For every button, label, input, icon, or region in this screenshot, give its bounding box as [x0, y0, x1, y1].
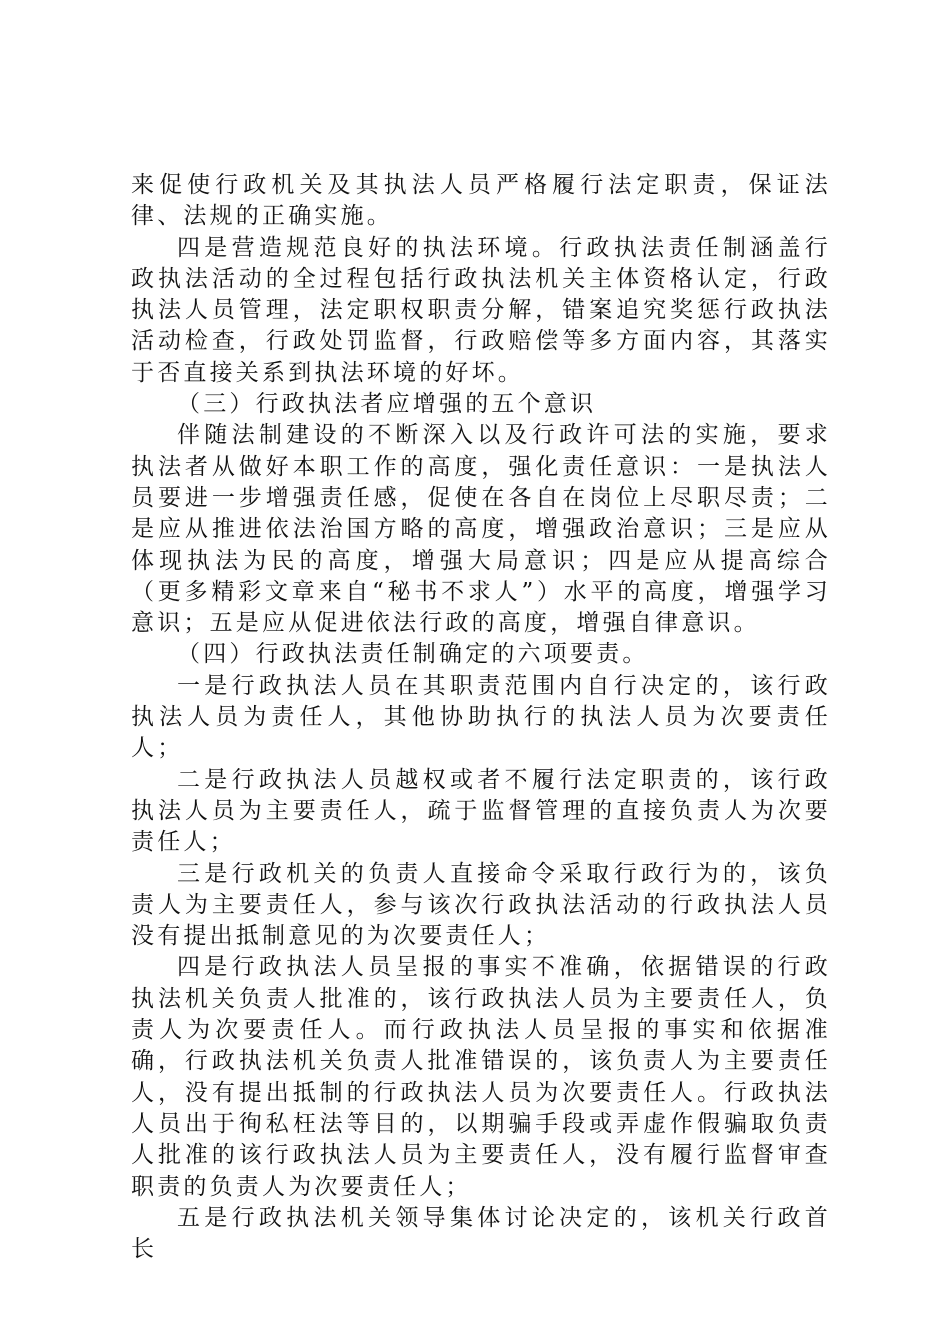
body-paragraph-duty-five: 五是行政执法机关领导集体讨论决定的，该机关行政首长 — [131, 1204, 831, 1263]
section-heading-three: （三）行政执法者应增强的五个意识 — [177, 391, 597, 418]
body-paragraph-duty-two: 二是行政执法人员越权或者不履行法定职责的，该行政执法人员为主要责任人，疏于监督管理的直接负责人为次要责任人； — [131, 766, 831, 856]
body-paragraph-environment: 四是营造规范良好的执法环境。行政执法责任制涵盖行政执法活动的全过程包括行政执法机关主体资格认定，行政执法人员管理，法定职权职责分解，错案追究奖惩行政执法活动检查，行政处罚监督，行政赔偿等多方面内容，其落实于否直接关系到执法环境的好坏。 — [131, 234, 831, 386]
continuation-paragraph: 来促使行政机关及其执法人员严格履行法定职责，保证法律、法规的正确实施。 — [131, 172, 831, 230]
body-paragraph-duty-four: 四是行政执法人员呈报的事实不准确，依据错误的行政执法机关负责人批准的，该行政执法人员为主要责任人，负责人为次要责任人。而行政执法人员呈报的事实和依据准确，行政执法机关负责人批准错误的，该负责人为主要责任人，没有提出抵制的行政执法人员为次要责任人。行政执法人员出于徇私枉法等目的，以期骗手段或弄虚作假骗取负责人批准的该行政执法人员为主要责任人，没有履行监督审查职责的负责人为次要责任人； — [131, 954, 831, 1200]
body-paragraph-five-awareness: 伴随法制建设的不断深入以及行政许可法的实施，要求执法者从做好本职工作的高度，强化责任意识：一是执法人员要进一步增强责任感，促使在各自在岗位上尽职尽责；二是应从推进依法治国方略的高度，增强政治意识；三是应从体现执法为民的高度，增强大局意识；四是应从提高综合（更多精彩文章来自“秘书不求人”）水平的高度，增强学习意识；五是应从促进依法行政的高度，增强自律意识。 — [131, 422, 831, 637]
body-paragraph-duty-three: 三是行政机关的负责人直接命令采取行政行为的，该负责人为主要责任人，参与该次行政执法活动的行政执法人员没有提出抵制意见的为次要责任人； — [131, 860, 831, 950]
document-page — [131, 170, 831, 1265]
body-paragraph-duty-one: 一是行政执法人员在其职责范围内自行决定的，该行政执法人员为责任人，其他协助执行的执法人员为次要责任人； — [131, 672, 831, 762]
section-heading-four: （四）行政执法责任制确定的六项要责。 — [177, 641, 649, 668]
